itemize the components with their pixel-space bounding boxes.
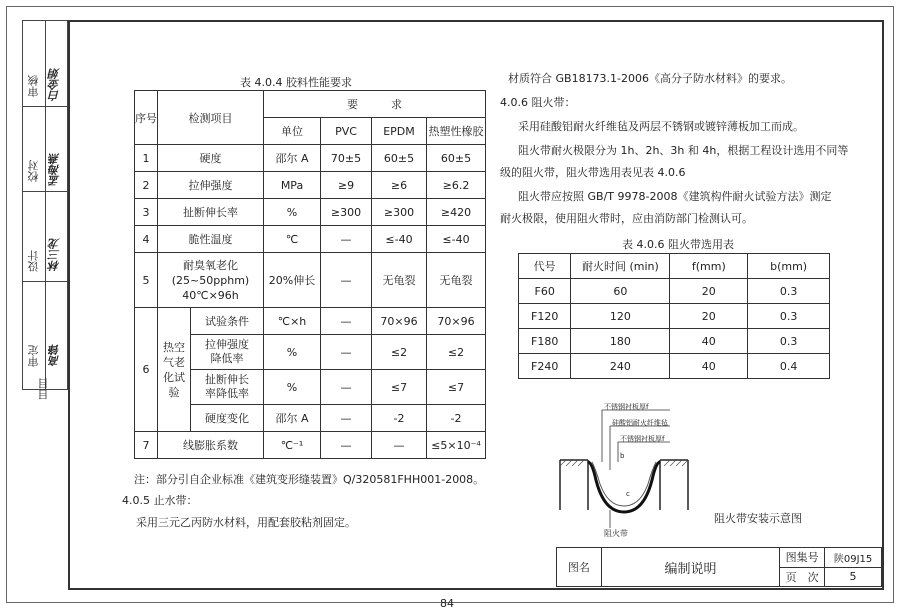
diagram-caption: 阻火带安装示意图 xyxy=(714,512,802,525)
signoff-cell-review: 审核 白金娟 xyxy=(23,21,67,107)
signoff-cell-design: 设计 林三龙 xyxy=(23,191,67,282)
atlas-number: 陕09J15 xyxy=(825,548,882,568)
diagram-label-b: b xyxy=(620,452,625,460)
table-row: F120 120 20 0.3 xyxy=(519,304,830,329)
header-item: 检测项目 xyxy=(158,91,264,145)
section-4-0-6-p2a: 阻火带耐火极限分为 1h、2h、3h 和 4h，根据工程设计选用不同等 xyxy=(518,144,849,157)
diagram-label-1: 不锈钢衬板厚f xyxy=(604,403,649,411)
header-epdm: EPDM xyxy=(372,118,427,145)
rubber-properties-table xyxy=(134,90,486,459)
diagram-label-c: c xyxy=(626,490,630,498)
section-4-0-6-p3b: 耐火极限，使用阻火带时，应由消防部门检测认可。 xyxy=(500,212,753,225)
diagram-label-2: 硅酸铝耐火纤维毡 xyxy=(612,419,668,427)
section-4-0-5-title: 4.0.5 止水带： xyxy=(122,494,198,507)
header-f: f(mm) xyxy=(670,254,748,279)
atlas-label: 图集号 xyxy=(780,548,825,568)
header-code: 代号 xyxy=(519,254,571,279)
title-block xyxy=(556,547,882,587)
table2-caption: 表 4.0.6 阻火带选用表 xyxy=(622,238,734,251)
title-label: 图名 xyxy=(557,548,602,587)
table-row: 6 热空气老化试验 试验条件 ℃×h — 70×96 70×96 xyxy=(135,308,486,335)
section-4-0-6-p1: 采用硅酸铝耐火纤维毡及两层不锈钢或镀锌薄板加工而成。 xyxy=(518,120,804,133)
table-row: 2 拉伸强度 MPa ≥9 ≥6 ≥6.2 xyxy=(135,172,486,199)
page-label: 页 次 xyxy=(780,567,825,587)
table-row: 1 硬度 邵尔 A 70±5 60±5 60±5 xyxy=(135,145,486,172)
header-unit: 单位 xyxy=(264,118,321,145)
signoff-cell-approve: 审定 高锋 xyxy=(27,344,61,367)
side-note: 目目 xyxy=(37,378,50,400)
diagram-hatch xyxy=(560,460,688,466)
header-seq: 序号 xyxy=(135,91,158,145)
section-4-0-6-p2b: 级的阻火带，阻火带选用表见表 4.0.6 xyxy=(500,166,686,179)
fire-barrier-diagram xyxy=(540,400,710,540)
section-4-0-5-text: 采用三元乙丙防水材料，用配套胶粘剂固定。 xyxy=(136,516,356,529)
header-b: b(mm) xyxy=(748,254,830,279)
header-pvc: PVC xyxy=(321,118,372,145)
table1-caption: 表 4.0.4 胶料性能要求 xyxy=(240,76,352,89)
diagram-bottom-label: 阻火带 xyxy=(604,529,628,538)
title-value: 编制说明 xyxy=(601,548,779,587)
table-row: 4 脆性温度 ℃ — ≤-40 ≤-40 xyxy=(135,226,486,253)
table-row: 7 线膨胀系数 ℃⁻¹ — — ≤5×10⁻⁴ xyxy=(135,432,486,459)
diagram-walls xyxy=(560,460,688,510)
table-row: 5 耐臭氧老化 (25~50pphm) 40℃×96h 20%伸长 — 无龟裂 无龟裂 xyxy=(135,253,486,308)
diagram-label-3: 不锈钢衬板厚f xyxy=(620,435,665,443)
section-4-0-6-p3a: 阻火带应按照 GB/T 9978-2008《建筑构件耐火试验方法》测定 xyxy=(518,190,832,203)
table-row: 拉伸强度降低率 % — ≤2 ≤2 xyxy=(135,335,486,370)
header-requirements: 要 求 xyxy=(264,91,486,118)
table-row: 扯断伸长率降低率 % — ≤7 ≤7 xyxy=(135,370,486,405)
table-row: F180 180 40 0.3 xyxy=(519,329,830,354)
signoff-strip xyxy=(22,20,68,390)
right-intro: 材质符合 GB18173.1-2006《高分子防水材料》的要求。 xyxy=(508,72,793,85)
page-number: 84 xyxy=(440,597,454,610)
fire-barrier-table xyxy=(518,253,830,379)
table-row: 3 扯断伸长率 % ≥300 ≥300 ≥420 xyxy=(135,199,486,226)
table-row: F60 60 20 0.3 xyxy=(519,279,830,304)
table1-note: 注：部分引自企业标准《建筑变形缝装置》Q/320581FHH001-2008。 xyxy=(134,473,485,486)
header-fire-time: 耐火时间 (min) xyxy=(571,254,670,279)
header-tpr: 热塑性橡胶 xyxy=(427,118,486,145)
table-row: 硬度变化 邵尔 A — -2 -2 xyxy=(135,405,486,432)
section-4-0-6-title: 4.0.6 阻火带： xyxy=(500,96,576,109)
signoff-cell-check: 校对 孟海燕 xyxy=(23,106,67,192)
table-row: F240 240 40 0.4 xyxy=(519,354,830,379)
page-value: 5 xyxy=(825,567,882,587)
fire-barrier-curve xyxy=(588,462,660,512)
fire-barrier-inner xyxy=(592,462,656,506)
